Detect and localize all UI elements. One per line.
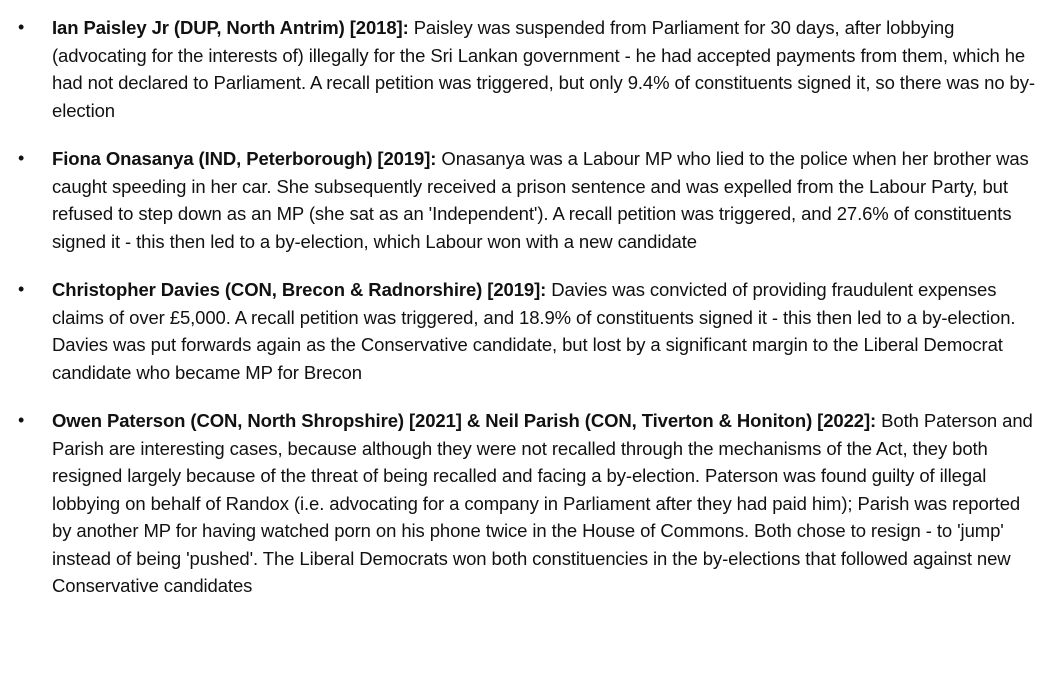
list-item-paisley (0, 14, 1039, 124)
entry-heading: Fiona Onasanya (IND, Peterborough) [2019]: (52, 148, 437, 169)
entry-text: Davies was convicted of providing fraudulent expenses claims of over £5,000. A recall petition was triggered, and 18.9% of constituents signed it - this then led to a by-election. Davies was put forwards again as the Conservative candidate, but lost by a significant margin to the Liberal Democrat candidate who became MP for Brecon (52, 279, 1016, 383)
bullet-icon: • (18, 410, 25, 430)
list-item-paterson-parish (0, 407, 1039, 600)
entry-text: Onasanya was a Labour MP who lied to the police when her brother was caught speeding in her car. She subsequently received a prison sentence and was expelled from the Labour Party, but refused to step down as an MP (she sat as an 'Independent'). A recall petition was triggered, and 27.6% of constituents signed it - this then led to a by-election, which Labour won with a new candidate (52, 148, 1029, 252)
entry-heading: Christopher Davies (CON, Brecon & Radnorshire) [2019]: (52, 279, 547, 300)
recall-cases-list (0, 14, 1039, 600)
entry-text: Paisley was suspended from Parliament for 30 days, after lobbying (advocating for the interests of) illegally for the Sri Lankan government - he had accepted payments from them, which he had not declared to Parliament. A recall petition was triggered, but only 9.4% of constituents signed it, so there was no by-election (52, 17, 1035, 121)
list-item-davies (0, 276, 1039, 386)
entry-heading: Ian Paisley Jr (DUP, North Antrim) [2018]: (52, 17, 409, 38)
entry-text: Both Paterson and Parish are interesting cases, because although they were not recalled through the mechanisms of the Act, they both resigned largely because of the threat of being recalled and facing a by-election. Paterson was found guilty of illegal lobbying on behalf of Randox (i.e. advocating for a company in Parliament after they had paid him); Parish was reported by another MP for having watched porn on his phone twice in the House of Commons. Both chose to resign - to 'jump' instead of being 'pushed'. The Liberal Democrats won both constituencies in the by-elections that followed against new Conservative candidates (52, 410, 1033, 596)
bullet-icon: • (18, 148, 25, 168)
bullet-icon: • (18, 17, 25, 37)
entry-heading: Owen Paterson (CON, North Shropshire) [2021] & Neil Parish (CON, Tiverton & Honiton) [2022]: (52, 410, 877, 431)
bullet-icon: • (18, 279, 25, 299)
list-item-onasanya (0, 145, 1039, 255)
